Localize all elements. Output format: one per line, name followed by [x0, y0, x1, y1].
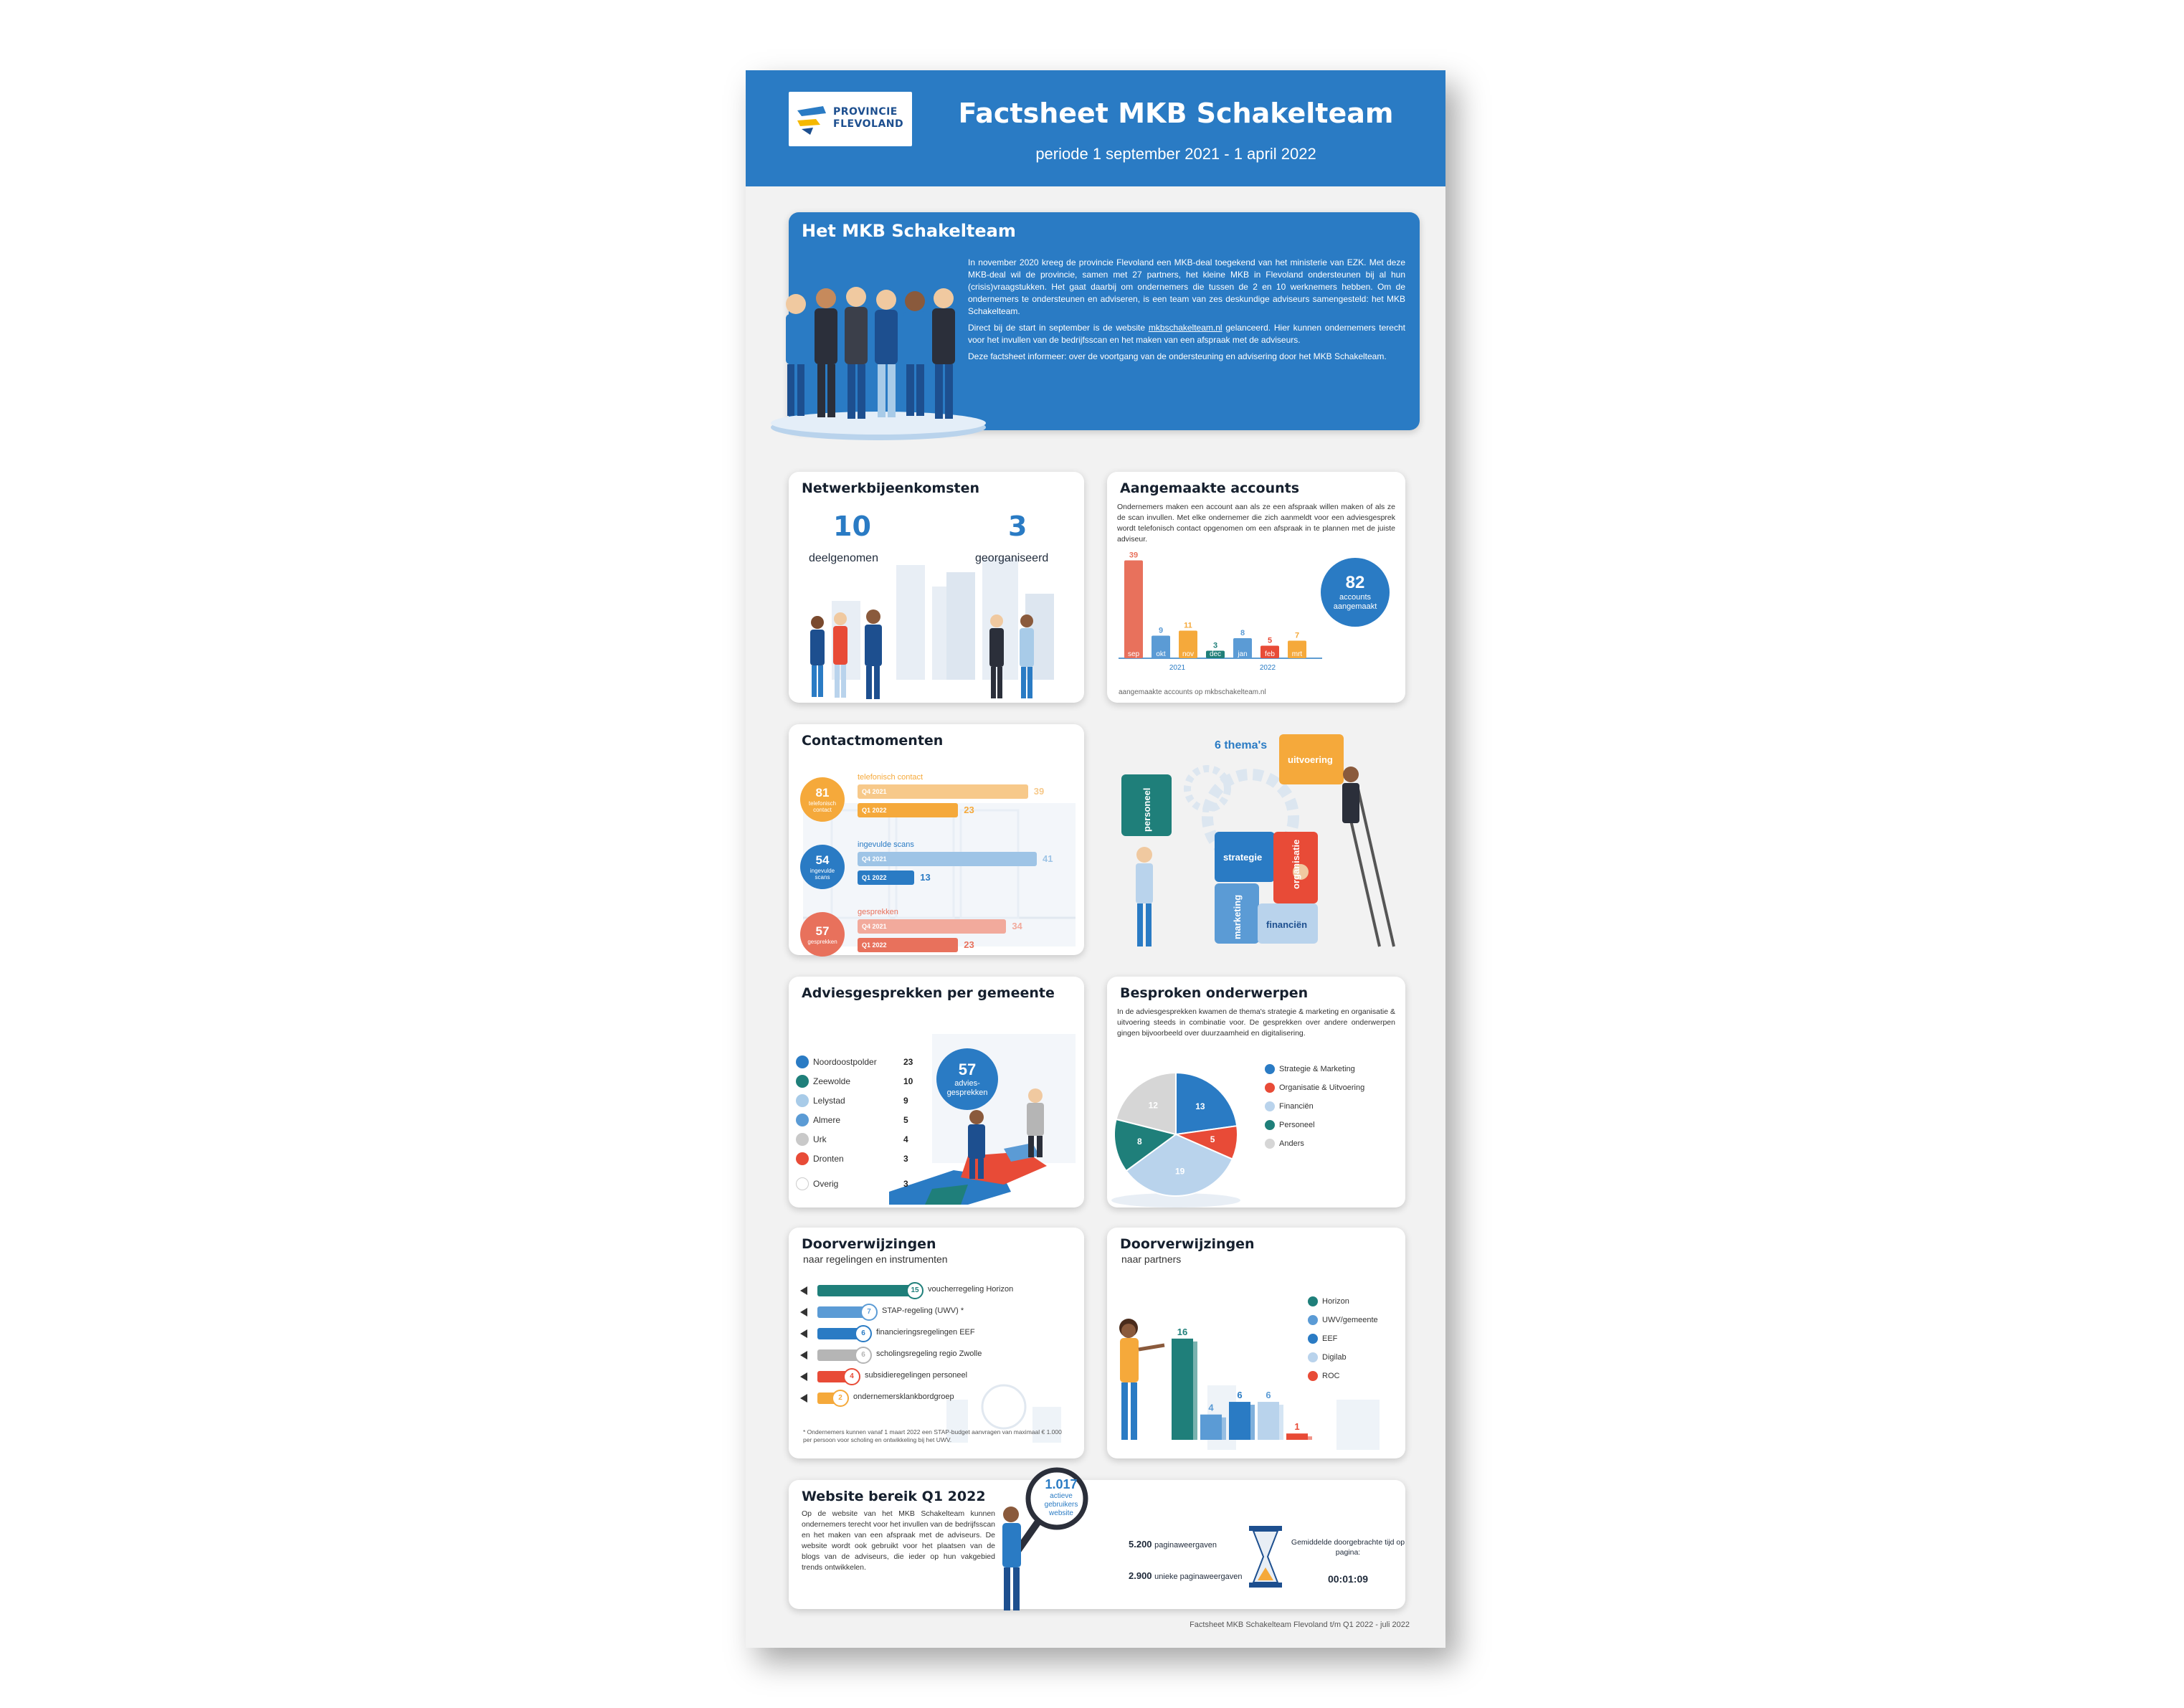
pie-legend-item: [1265, 1083, 1364, 1093]
gemeente-name: Dronten: [813, 1154, 844, 1164]
gemeente-dot: [796, 1152, 809, 1165]
pie-legend-item: [1265, 1120, 1315, 1130]
gemeente-dot: [796, 1055, 809, 1068]
contact-bar-q4: Q4 2021: [858, 919, 1006, 934]
regeling-label: scholingsregeling regio Zwolle: [876, 1349, 982, 1358]
pencil-tip-icon: [800, 1308, 807, 1316]
pencil-tip-icon: [800, 1329, 807, 1338]
gemeente-row: [796, 1114, 840, 1126]
onderwerpen-title: Besproken onderwerpen: [1120, 985, 1309, 1001]
intro-card: [789, 212, 1420, 430]
accounts-month-label: jan: [1238, 650, 1248, 658]
contact-group-label: telefonisch contact: [858, 773, 924, 782]
gemeente-value: 23: [903, 1057, 913, 1067]
website-body: Op de website van het MKB Schakelteam kunnen ondernemers terecht voor het invullen van de bedrijfsscan en het maken van een afspraak met de adviseurs. De website wordt ook gebruikt voor het plaatsen van de blogs van de adviseurs, die ieder op hun vakgebied trends ontwikkelen.: [802, 1509, 995, 1572]
pie-legend-item: [1265, 1139, 1304, 1149]
georganiseerd-label: georganiseerd: [975, 552, 1049, 564]
gemeente-card: [789, 977, 1084, 1208]
partners-bar-side: [1250, 1405, 1255, 1440]
pie-slice: [1176, 1073, 1237, 1134]
gemeente-value: 3: [903, 1154, 908, 1164]
partners-bar-value: 4: [1208, 1402, 1214, 1413]
pie-slice-value: 12: [1148, 1100, 1158, 1111]
contact-card: [789, 724, 1084, 955]
city-background-illustration: [789, 544, 1084, 703]
accounts-bar-value: 39: [1129, 551, 1139, 560]
contact-group-label: gesprekken: [858, 908, 898, 916]
website-card: [789, 1477, 1405, 1609]
regeling-label: voucherregeling Horizon: [928, 1285, 1014, 1294]
team-illustration: [767, 270, 997, 442]
contact-total-badge: 57 gesprekken: [800, 912, 845, 957]
partners-bar-value: 1: [1294, 1421, 1300, 1433]
partners-title: Doorverwijzingen: [1120, 1236, 1255, 1252]
pie-legend-label: Strategie & Marketing: [1279, 1065, 1355, 1073]
contact-value-q4: 34: [1012, 921, 1022, 931]
accounts-month-label: mrt: [1291, 650, 1303, 658]
intro-paragraph-1: In november 2020 kreeg de provincie Flevoland een MKB-deal toegekend van het ministerie van EZK. Met deze MKB-deal wil de provincie, samen met 27 partners, het kleine MKB in Flevoland ondersteunen bij al hun (crisis)vraagstukken. Het gaat daarbij om ondernemers die tussen de 2 en 10 werknemers hebben. Om de ondernemers te ondersteunen en adviseren, is een team van zes deskundige adviseurs samengesteld: het MKB Schakelteam.: [968, 257, 1405, 316]
partners-bar-value: 6: [1237, 1390, 1243, 1401]
deelgenomen-value: 10: [833, 511, 871, 542]
regeling-value: 6: [855, 1347, 872, 1364]
piece-organisatie: organisatie: [1291, 839, 1301, 889]
netwerk-title: Netwerkbijeenkomsten: [802, 480, 980, 496]
regeling-label: ondernemersklankbordgroep: [853, 1393, 954, 1401]
contact-total-badge: 81 telefonisch contact: [800, 777, 845, 822]
provincie-flevoland-logo: [789, 92, 912, 146]
gemeente-value: 9: [903, 1096, 908, 1106]
regelingen-title: Doorverwijzingen: [802, 1236, 936, 1252]
regeling-value: 6: [855, 1325, 872, 1342]
partners-card: [1107, 1228, 1405, 1458]
partners-bar: [1229, 1402, 1250, 1440]
gemeente-dot: [796, 1075, 809, 1088]
pie-legend-dot: [1265, 1083, 1275, 1093]
puzzle-illustration: [1107, 724, 1405, 955]
accounts-year-2022: 2022: [1259, 664, 1276, 672]
regeling-label: subsidieregelingen personeel: [865, 1371, 968, 1380]
partners-legend-item: [1308, 1296, 1349, 1306]
users-value: 1.017: [1045, 1477, 1078, 1491]
hourglass-icon: [1248, 1526, 1283, 1588]
partners-legend-label: ROC: [1322, 1372, 1340, 1380]
accounts-month-label: sep: [1127, 650, 1140, 658]
pie-slice-value: 5: [1210, 1134, 1215, 1145]
themas-illustration: [1107, 724, 1405, 955]
intro-paragraph-3: Deze factsheet informeer: over de voortgang van de ondersteuning en advisering door het MKB Schakelteam.: [968, 351, 1387, 361]
onderwerpen-body: In de adviesgesprekken kwamen de thema's strategie & marketing en organisatie & uitvoering steeds in combinatie voor. De gesprekken over andere onderwerpen gingen bijvoorbeeld over duurzaamheid en digitalisering.: [1117, 1007, 1395, 1038]
gemeente-name: Almere: [813, 1115, 841, 1125]
pie-slice-value: 19: [1174, 1166, 1185, 1177]
contact-value-q4: 41: [1043, 853, 1053, 864]
accounts-bar-value: 8: [1240, 629, 1245, 637]
website-link[interactable]: mkbschakelteam.nl: [1148, 323, 1222, 333]
regeling-value: 7: [860, 1304, 878, 1321]
partners-bar: [1172, 1339, 1193, 1440]
pie-slice-value: 8: [1137, 1136, 1142, 1147]
contact-bar-q4: Q4 2021: [858, 852, 1037, 866]
gemeente-row: [796, 1075, 850, 1088]
partners-legend-dot: [1308, 1334, 1318, 1344]
pie-legend-item: [1265, 1101, 1314, 1111]
deelgenomen-label: deelgenomen: [809, 552, 878, 564]
contact-value-q1: 23: [964, 805, 974, 815]
partners-bar: [1258, 1402, 1279, 1440]
contact-value-q1: 23: [964, 939, 974, 950]
pencil-tip-icon: [800, 1372, 807, 1381]
partners-bar-value: 6: [1266, 1390, 1271, 1401]
partners-bar-side: [1222, 1418, 1226, 1440]
partners-legend-label: Digilab: [1322, 1353, 1347, 1362]
themas-heading: 6 thema's: [1215, 739, 1268, 751]
piece-strategie: strategie: [1223, 852, 1263, 863]
skyline-illustration: [789, 1371, 1084, 1458]
regeling-label: STAP-regeling (UWV) *: [882, 1306, 964, 1315]
partners-bar: [1200, 1415, 1222, 1440]
partners-bar-chart: [1150, 1318, 1300, 1454]
time-label: Gemiddelde doorgebrachte tijd op pagina:: [1291, 1538, 1405, 1557]
regeling-value: 15: [906, 1282, 924, 1299]
users-label: actieve gebruikers website: [1044, 1492, 1078, 1517]
partners-legend-item: [1308, 1334, 1337, 1344]
gemeente-name: Urk: [813, 1134, 827, 1144]
pie-legend-dot: [1265, 1101, 1275, 1111]
website-title: Website bereik Q1 2022: [802, 1489, 986, 1504]
contact-value-q1: 13: [920, 872, 931, 883]
partners-legend-label: Horizon: [1322, 1297, 1349, 1306]
gemeente-dot: [796, 1114, 809, 1126]
contact-value-q4: 39: [1033, 786, 1045, 797]
partners-bar-value: 16: [1177, 1326, 1188, 1337]
accounts-month-label: feb: [1265, 650, 1275, 658]
gemeente-title: Adviesgesprekken per gemeente: [802, 985, 1055, 1001]
pie-slice-value: 13: [1195, 1101, 1205, 1112]
partners-legend-label: UWV/gemeente: [1322, 1316, 1378, 1324]
pie-legend-dot: [1265, 1120, 1275, 1130]
regeling-value: 2: [832, 1390, 849, 1407]
pie-legend-dot: [1265, 1139, 1275, 1149]
gemeente-name: Lelystad: [813, 1096, 845, 1106]
accounts-bar: [1124, 561, 1143, 659]
pie-legend-label: Anders: [1279, 1139, 1304, 1148]
accounts-caption: aangemaakte accounts op mkbschakelteam.nl: [1119, 688, 1266, 696]
accounts-year-2021: 2021: [1169, 664, 1186, 672]
onderwerpen-pie-chart: [1107, 1048, 1250, 1206]
gemeente-name: Zeewolde: [813, 1076, 851, 1086]
contact-group-label: ingevulde scans: [858, 840, 914, 849]
accounts-title: Aangemaakte accounts: [1120, 480, 1300, 496]
regeling-label: financieringsregelingen EEF: [876, 1328, 975, 1337]
contact-bar-q4: Q4 2021: [858, 784, 1028, 799]
partners-legend-dot: [1308, 1352, 1318, 1362]
accounts-bar-value: 3: [1212, 641, 1218, 650]
logo-text: PROVINCIE FLEVOLAND: [833, 106, 904, 130]
regeling-value: 4: [843, 1368, 860, 1385]
gemeente-value: 3: [903, 1179, 908, 1189]
partners-legend-item: [1308, 1352, 1347, 1362]
accounts-month-label: dec: [1209, 650, 1222, 658]
page-title: Factsheet MKB Schakelteam: [958, 98, 1394, 129]
accounts-total-badge: 82 accounts aangemaakt: [1321, 558, 1390, 627]
gemeente-dot: [796, 1133, 809, 1146]
partners-legend-dot: [1308, 1315, 1318, 1325]
users-badge: [1032, 1477, 1090, 1518]
accounts-month-label: okt: [1156, 650, 1166, 658]
pencil-tip-icon: [800, 1286, 807, 1295]
gemeente-value: 10: [903, 1076, 913, 1086]
regelingen-card: [789, 1228, 1084, 1458]
accounts-card: [1107, 472, 1405, 703]
onderwerpen-card: [1107, 977, 1405, 1208]
partners-bar-side: [1193, 1342, 1197, 1440]
piece-personeel: personeel: [1141, 787, 1152, 832]
accounts-bar-value: 5: [1267, 636, 1273, 645]
pageviews-stat: 5.200 paginaweergaven: [1129, 1539, 1217, 1550]
page-period: periode 1 september 2021 - 1 april 2022: [1035, 145, 1316, 163]
accounts-bar-value: 7: [1294, 631, 1300, 640]
regelingen-footnote: * Ondernemers kunnen vanaf 1 maart 2022 een STAP-budget aanvragen van maximaal € 1.000 per persoon voor scholing en ontwikkeling bij het UWV.: [803, 1428, 1062, 1443]
partners-subtitle: naar partners: [1121, 1253, 1182, 1265]
gemeente-name: Overig: [813, 1179, 839, 1189]
pie-legend-item: [1265, 1064, 1355, 1074]
pie-legend-label: Organisatie & Uitvoering: [1279, 1083, 1365, 1092]
pie-legend-label: Financiën: [1279, 1102, 1314, 1111]
gemeente-row: [796, 1177, 838, 1190]
pencil-tip-icon: [800, 1351, 807, 1360]
accounts-bar-chart: [1114, 551, 1329, 687]
accounts-bar-value: 9: [1158, 626, 1164, 635]
contact-bar-q1: Q1 2022: [858, 938, 958, 952]
partners-legend-label: EEF: [1322, 1334, 1338, 1343]
regeling-bar: [817, 1285, 913, 1296]
pencil-tip-icon: [800, 1394, 807, 1403]
factsheet-poster: [746, 70, 1445, 1648]
piece-uitvoering: uitvoering: [1288, 754, 1333, 765]
contact-bar-q1: Q1 2022: [858, 870, 914, 885]
footer-note: Factsheet MKB Schakelteam Flevoland t/m Q1 2022 - juli 2022: [1190, 1621, 1410, 1629]
piece-marketing: marketing: [1232, 894, 1243, 939]
intro-text: [968, 257, 1405, 367]
gemeente-row: [796, 1133, 827, 1146]
accounts-body: Ondernemers maken een account aan als ze een afspraak willen maken of als ze de scan invullen. Met elke ondernemer die zich aanmeldt voor een adviesgesprek wordt telefonisch contact opgenomen om een afspraak in te plannen met de juiste adviseur.: [1117, 503, 1395, 544]
piece-financien: financiën: [1266, 919, 1308, 930]
partners-legend-dot: [1308, 1296, 1318, 1306]
header-banner: [746, 70, 1445, 186]
gemeente-row: [796, 1094, 845, 1107]
partners-bar-side: [1279, 1405, 1283, 1440]
gemeente-name: Noordoostpolder: [813, 1057, 877, 1067]
gemeente-dot: [796, 1177, 809, 1190]
netwerk-card: [789, 472, 1084, 703]
gemeente-dot: [796, 1094, 809, 1107]
regelingen-subtitle: naar regelingen en instrumenten: [803, 1253, 948, 1265]
pie-legend-dot: [1265, 1064, 1275, 1074]
contact-title: Contactmomenten: [802, 733, 944, 749]
partners-legend-item: [1308, 1315, 1378, 1325]
georganiseerd-value: 3: [1008, 511, 1027, 542]
gemeente-total-badge: 57 advies-gesprekken: [936, 1048, 998, 1110]
intro-paragraph-2: Direct bij de start in september is de website mkbschakelteam.nl gelanceerd. Hier kunnen ondernemers terecht voor het invullen van de bedrijfsscan en het maken van een afspraak met de adviseurs.: [968, 323, 1405, 345]
contact-bar-q1: Q1 2022: [858, 803, 958, 817]
partners-bar-side: [1308, 1436, 1312, 1440]
gemeente-value: 4: [903, 1134, 908, 1144]
partners-bar: [1286, 1433, 1308, 1440]
unique-pageviews-stat: 2.900 unieke paginaweergaven: [1129, 1570, 1243, 1581]
flevoland-logo-icon: [794, 100, 829, 138]
accounts-month-label: nov: [1182, 650, 1195, 658]
gemeente-row: [796, 1055, 877, 1068]
gemeente-row: [796, 1152, 844, 1165]
time-value: 00:01:09: [1327, 1573, 1369, 1585]
gemeente-value: 5: [903, 1115, 908, 1125]
map-illustration: [789, 977, 1084, 1208]
partners-legend-item: [1308, 1371, 1339, 1381]
pie-legend-label: Personeel: [1279, 1121, 1315, 1129]
contact-total-badge: 54 ingevulde scans: [800, 845, 845, 889]
accounts-bar-value: 11: [1184, 621, 1192, 630]
partners-legend-dot: [1308, 1371, 1318, 1381]
intro-title: Het MKB Schakelteam: [802, 221, 1016, 241]
